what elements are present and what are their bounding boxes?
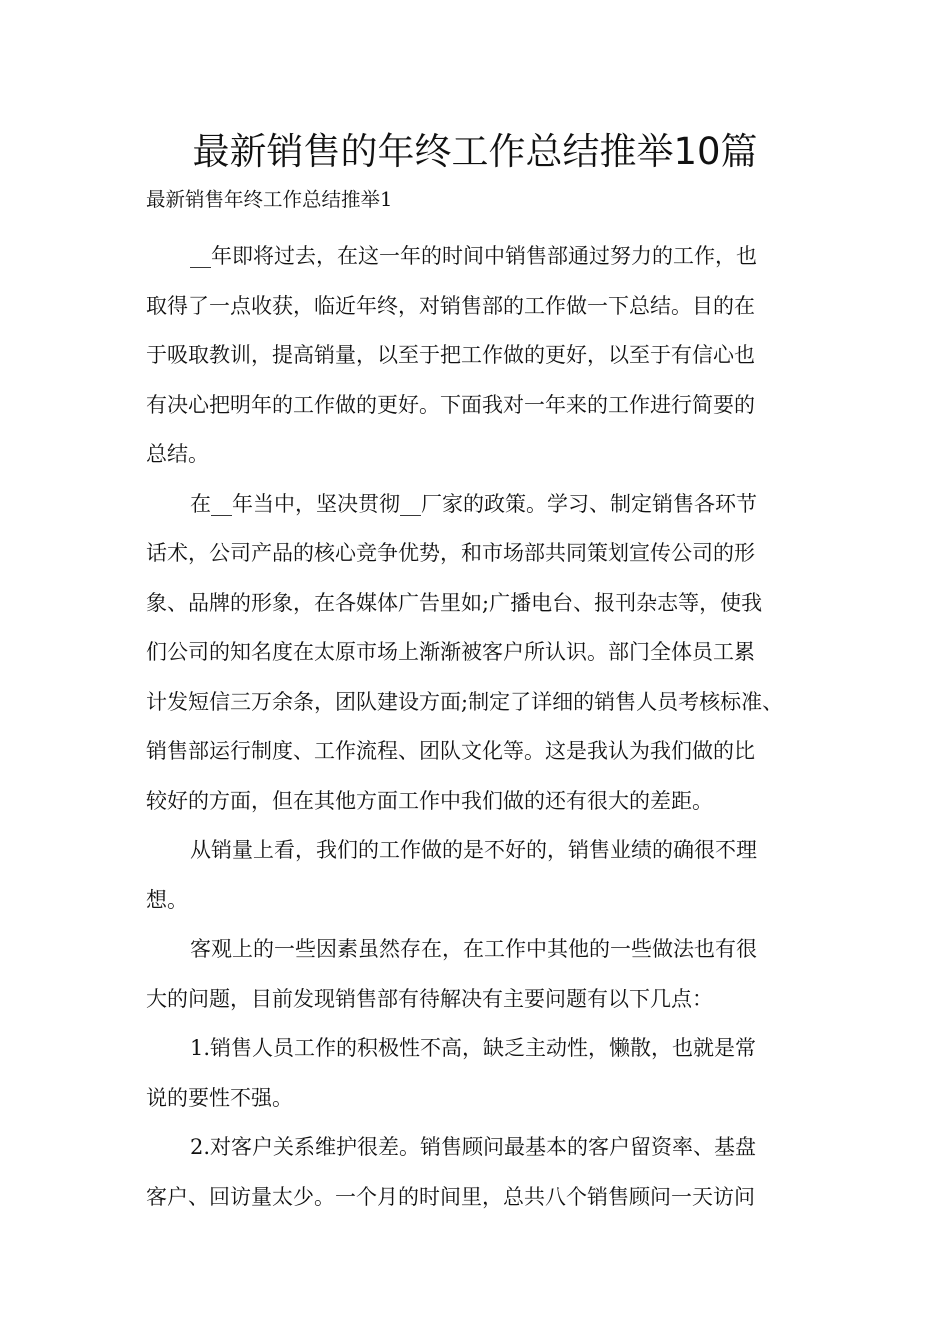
text-line: 说的要性不强。	[146, 1085, 293, 1110]
list-item-1	[146, 1024, 806, 1123]
text-line: 销售部运行制度、工作流程、团队文化等。这是我认为我们做的比	[146, 739, 755, 763]
paragraph-4	[146, 925, 806, 1024]
text-line: 客观上的一些因素虽然存在，在工作中其他的一些做法也有很	[190, 937, 757, 961]
text-line: 总结。	[146, 442, 209, 466]
text-line: 们公司的知名度在太原市场上渐渐被客户所认识。部门全体员工累	[146, 640, 755, 664]
text-line: 话术，公司产品的核心竞争优势，和市场部共同策划宣传公司的形	[146, 541, 755, 565]
paragraph-3	[146, 826, 806, 925]
paragraph-1	[146, 232, 806, 480]
section-heading: 最新销售年终工作总结推举1	[146, 188, 393, 211]
paragraph-2	[146, 480, 806, 827]
list-item-2	[146, 1123, 806, 1222]
text-line: 在__年当中，坚决贯彻__厂家的政策。学习、制定销售各环节	[190, 491, 757, 516]
text-line: 有决心把明年的工作做的更好。下面我对一年来的工作进行简要的	[146, 392, 755, 417]
text-line: 想。	[146, 887, 188, 912]
text-line: 客户、回访量太少。一个月的时间里，总共八个销售顾问一天访问	[146, 1184, 755, 1209]
text-line: 1.销售人员工作的积极性不高，缺乏主动性，懒散，也就是常	[190, 1036, 757, 1060]
text-line: 较好的方面，但在其他方面工作中我们做的还有很大的差距。	[146, 788, 713, 813]
text-line: 计发短信三万余条，团队建设方面;制定了详细的销售人员考核标准、	[146, 689, 784, 714]
text-line: 于吸取教训，提高销量，以至于把工作做的更好，以至于有信心也	[146, 343, 755, 367]
document-title: 最新销售的年终工作总结推举10篇	[192, 130, 758, 173]
text-line: 象、品牌的形象，在各媒体广告里如;广播电台、报刊杂志等，使我	[146, 590, 763, 615]
text-line: 大的问题，目前发现销售部有待解决有主要问题有以下几点：	[146, 986, 713, 1011]
text-line: __年即将过去，在这一年的时间中销售部通过努力的工作，也	[190, 244, 757, 268]
text-line: 从销量上看，我们的工作做的是不好的，销售业绩的确很不理	[190, 838, 757, 862]
text-line: 取得了一点收获，临近年终，对销售部的工作做一下总结。目的在	[146, 293, 755, 318]
text-line: 2.对客户关系维护很差。销售顾问最基本的客户留资率、基盘	[190, 1135, 757, 1159]
document-body	[146, 232, 806, 1222]
